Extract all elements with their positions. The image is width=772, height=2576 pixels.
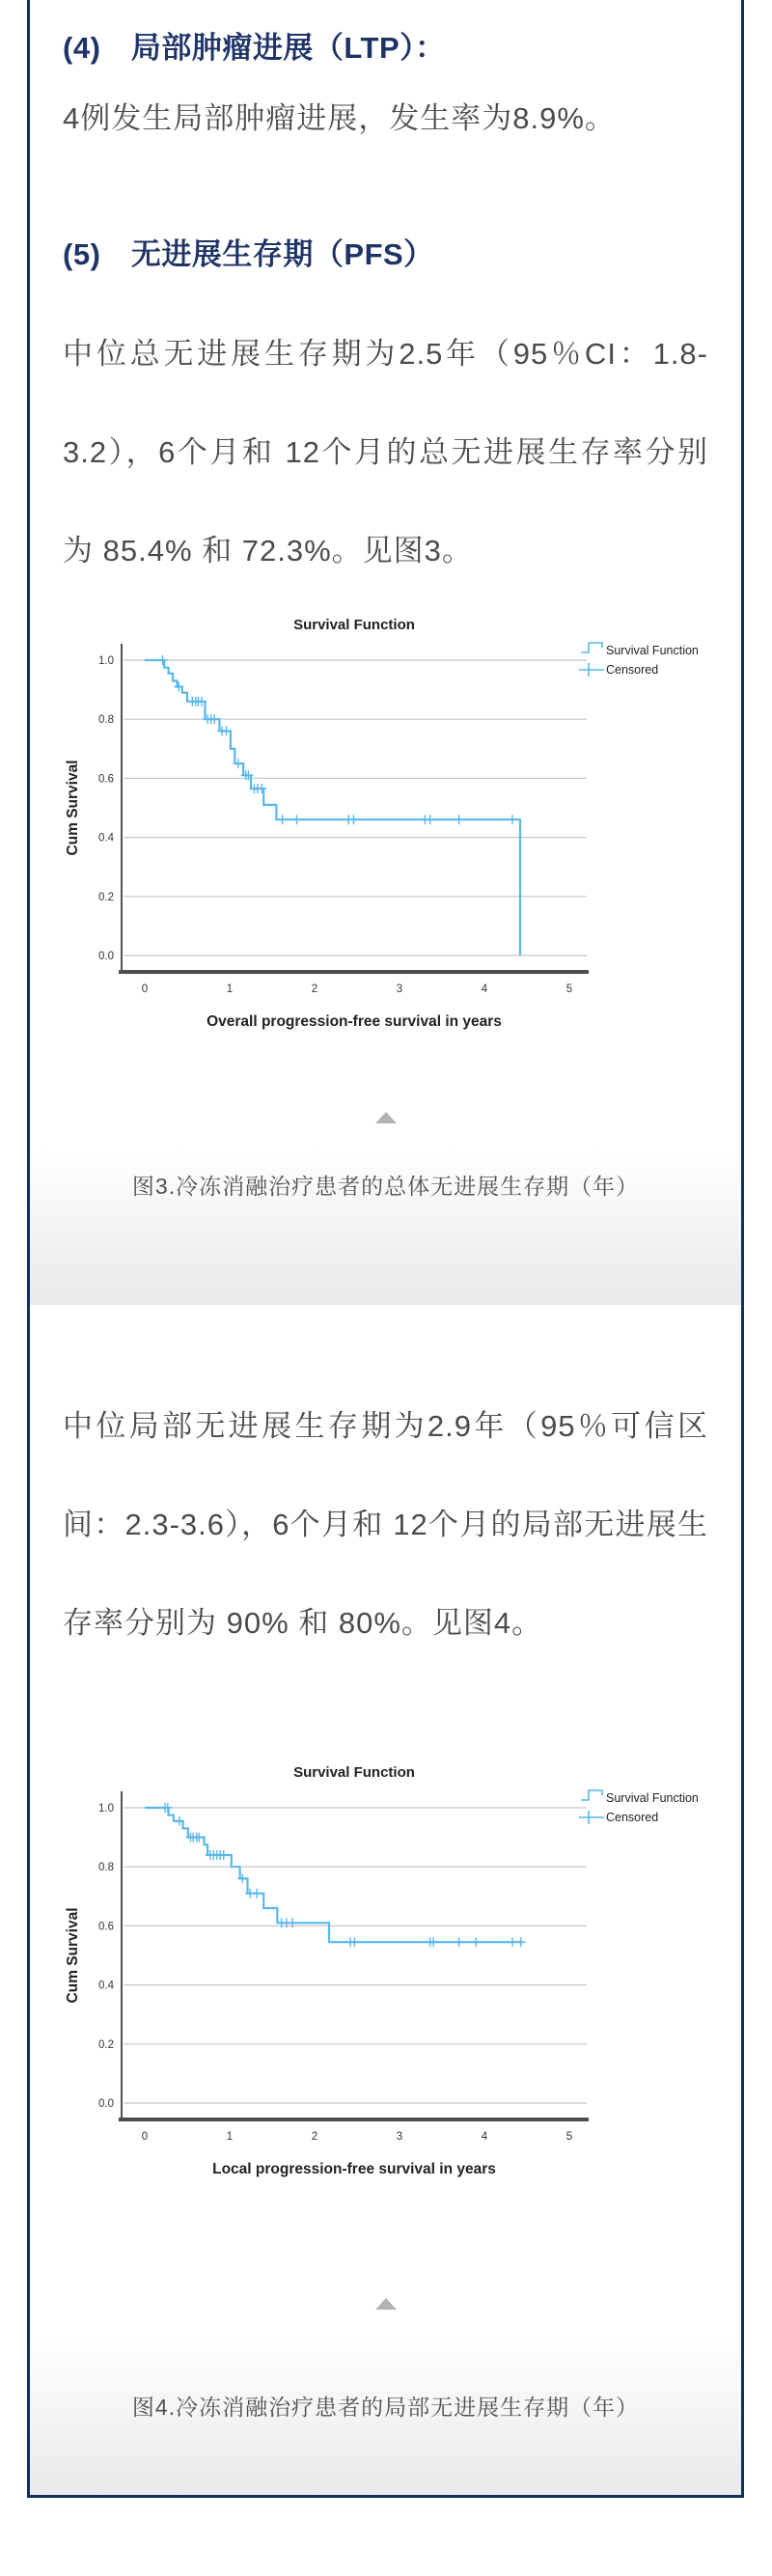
content-card — [27, 0, 744, 2498]
svg-text:Censored: Censored — [605, 663, 658, 677]
svg-text:Censored: Censored — [605, 1811, 658, 1824]
svg-text:0.6: 0.6 — [97, 773, 114, 786]
km-chart-overall-pfs — [48, 600, 724, 1054]
svg-text:0.4: 0.4 — [97, 832, 114, 845]
collapse-triangle-icon — [375, 2298, 397, 2310]
svg-text:Local progression-free surviva: Local progression-free survival in years — [211, 2161, 496, 2177]
section-overall-pfs — [30, 0, 741, 1305]
svg-text:Cum Survival: Cum Survival — [64, 760, 81, 856]
para-ltp: 4例发生局部肿瘤进展，发生率为8.9%。 — [63, 101, 616, 135]
para-overall-pfs: 中位总无进展生存期为2.5年（95％CI：1.8-3.2），6个月和 12个月的总无进展生存率分别为 85.4% 和 72.3%。见图3。 — [63, 337, 708, 568]
section-local-pfs — [30, 1305, 741, 2495]
svg-text:3: 3 — [396, 2131, 402, 2143]
heading-pfs: (5) 无进展生存期（PFS） — [63, 237, 434, 271]
svg-text:0.0: 0.0 — [97, 951, 114, 962]
svg-text:0.4: 0.4 — [97, 1980, 114, 1992]
svg-text:0: 0 — [141, 983, 148, 995]
svg-text:Survival Function: Survival Function — [605, 644, 699, 657]
svg-text:3: 3 — [396, 983, 402, 995]
collapse-triangle-icon — [375, 1112, 397, 1123]
svg-text:0.8: 0.8 — [97, 714, 114, 727]
svg-text:Cum Survival: Cum Survival — [64, 1907, 81, 2004]
svg-text:Overall progression-free survi: Overall progression-free survival in years — [206, 1013, 502, 1030]
svg-text:Survival Function: Survival Function — [292, 1764, 415, 1781]
svg-text:4: 4 — [481, 2131, 487, 2143]
km-chart-local-pfs — [48, 1748, 724, 2202]
svg-text:Survival Function: Survival Function — [292, 617, 415, 633]
svg-text:2: 2 — [311, 983, 317, 995]
svg-text:0: 0 — [141, 2131, 148, 2143]
svg-text:5: 5 — [565, 983, 572, 995]
heading-ltp: (4) 局部肿瘤进展（LTP）： — [63, 31, 446, 65]
svg-text:0.6: 0.6 — [97, 1921, 114, 1933]
svg-text:Survival Function: Survival Function — [605, 1791, 699, 1805]
svg-text:0.2: 0.2 — [97, 891, 114, 903]
para-local-pfs: 中位局部无进展生存期为2.9年（95％可信区间：2.3-3.6），6个月和 12个月的局部无进展生存率分别为 90% 和 80%。见图4。 — [63, 1409, 708, 1640]
svg-text:2: 2 — [311, 2131, 317, 2143]
figure3-caption: 图3.冷冻消融治疗患者的总体无进展生存期（年） — [131, 1174, 640, 1199]
svg-text:0.2: 0.2 — [97, 2038, 114, 2051]
svg-text:4: 4 — [481, 983, 487, 995]
svg-text:1.0: 1.0 — [97, 1803, 114, 1814]
svg-text:1.0: 1.0 — [97, 655, 114, 667]
svg-text:5: 5 — [565, 2131, 572, 2143]
svg-text:0.0: 0.0 — [97, 2098, 114, 2110]
figure4-caption: 图4.冷冻消融治疗患者的局部无进展生存期（年） — [131, 2395, 640, 2420]
svg-text:0.8: 0.8 — [97, 1862, 114, 1874]
svg-text:1: 1 — [226, 983, 233, 995]
svg-text:1: 1 — [226, 2131, 233, 2143]
